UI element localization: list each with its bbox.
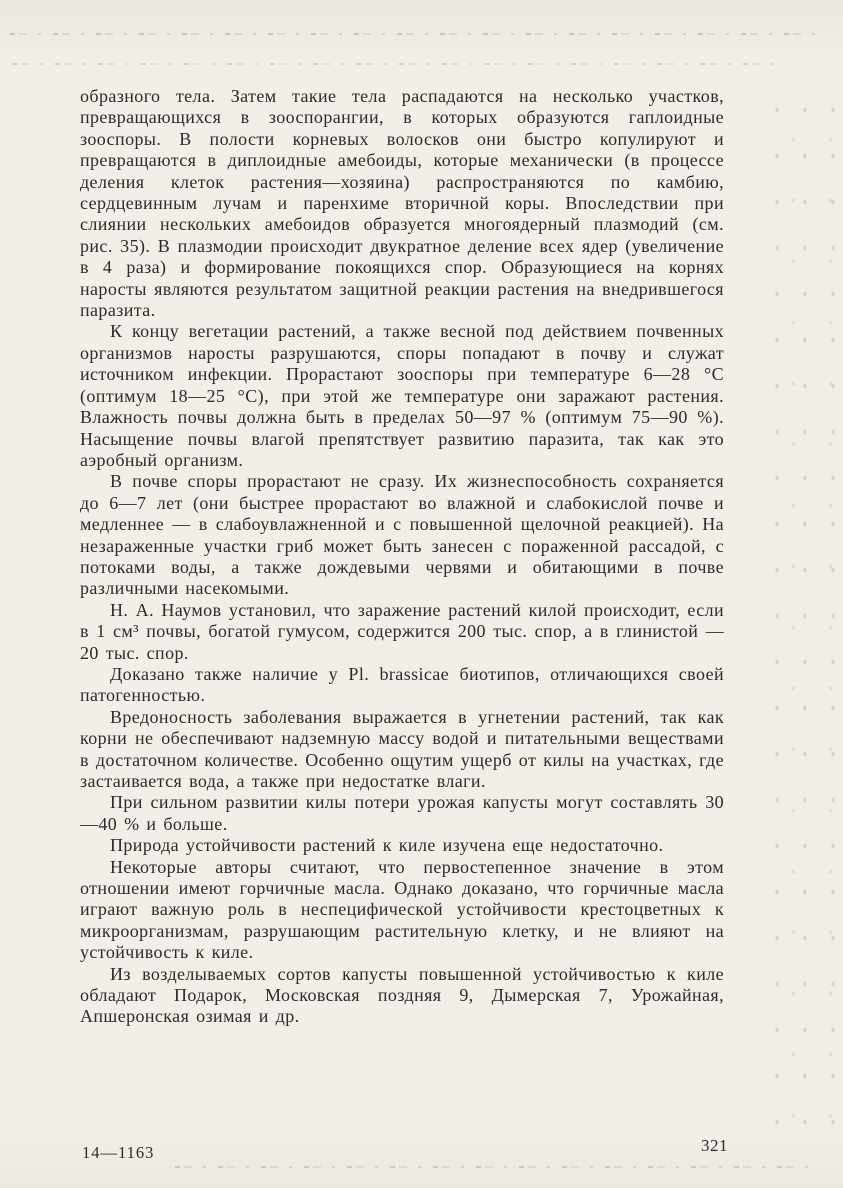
paragraph: образного тела. Затем такие тела распадаются на несколько участков, превращающихся в зооспорангии, в которых образуются гаплоидные зооспоры. В полости корневых волосков они быстро копулируют и превращаются в диплоидные амебоиды, которые механически (в процессе деления клеток растения—хозяина) распространяются по камбию, сердцевинным лучам и паренхиме вторичной коры. Впоследствии при слиянии нескольких амебоидов образуется многоядерный плазмодий (см. рис. 35). В плазмодии происходит двукратное деление всех ядер (увеличение в 4 раза) и формирование покоящихся спор. Образующиеся на корнях наросты являются результатом защитной реакции растения на внедрившегося паразита. (80, 86, 724, 321)
text-block (80, 86, 724, 1028)
paragraph: Природа устойчивости растений к киле изучена еще недостаточно. (110, 835, 664, 856)
scan-artifact-top-line-2 (12, 63, 780, 65)
page-number: 321 (701, 1136, 728, 1155)
print-signature: 14—1163 (82, 1143, 155, 1162)
paragraph: Вредоносность заболевания выражается в угнетении растений, так как корни не обеспечивают надземную массу водой и питательными веществами в достаточном количестве. Особенно ощутим ущерб от килы на участках, где застаивается вода, а также при недостатке влаги. (80, 706, 724, 791)
scan-artifact-right-margin-dots (759, 85, 837, 1125)
scan-artifact-bottom-line (175, 1166, 810, 1168)
paragraph: Доказано также наличие у Pl. brassicae биотипов, отличающихся своей патогенностью. (80, 663, 724, 706)
paragraph: Из возделываемых сортов капусты повышенной устойчивостью к киле обладают Подарок, Московская поздняя 9, Дымерская 7, Урожайная, Апшеронская озимая и др. (80, 963, 724, 1027)
paragraph: В почве споры прорастают не сразу. Их жизнеспособность сохраняется до 6—7 лет (они быстрее прорастают во влажной и слабокислой почве и медленнее — в слабоувлажненной и с повышенной щелочной реакцией). На незараженные участки гриб может быть занесен с пораженной рассадой, с потоками воды, а также дождевыми червями и обитающими в почве различными насекомыми. (80, 471, 724, 599)
paragraph: К концу вегетации растений, а также весной под действием почвенных организмов наросты разрушаются, споры попадают в почву и служат источником инфекции. Прорастают зооспоры при температуре 6—28 °С (оптимум 18—25 °С), при этой же температуре они заражают растения. Влажность почвы должна быть в пределах 50—97 % (оптимум 75—90 %). Насыщение почвы влагой препятствует развитию паразита, так как это аэробный организм. (80, 321, 724, 470)
scan-artifact-top-line-1 (10, 33, 822, 35)
paragraph: Некоторые авторы считают, что первостепенное значение в этом отношении имеют горчичные масла. Однако доказано, что горчичные масла играют важную роль в неспецифической устойчивости крестоцветных к микроорганизмам, разрушающим растительную клетку, и не влияют на устойчивость к киле. (80, 856, 724, 963)
paragraph: Н. А. Наумов установил, что заражение растений килой происходит, если в 1 см³ почвы, богатой гумусом, содержится 200 тыс. спор, а в глинистой — 20 тыс. спор. (80, 599, 724, 663)
paragraph: При сильном развитии килы потери урожая капусты могут составлять 30—40 % и больше. (80, 792, 724, 834)
